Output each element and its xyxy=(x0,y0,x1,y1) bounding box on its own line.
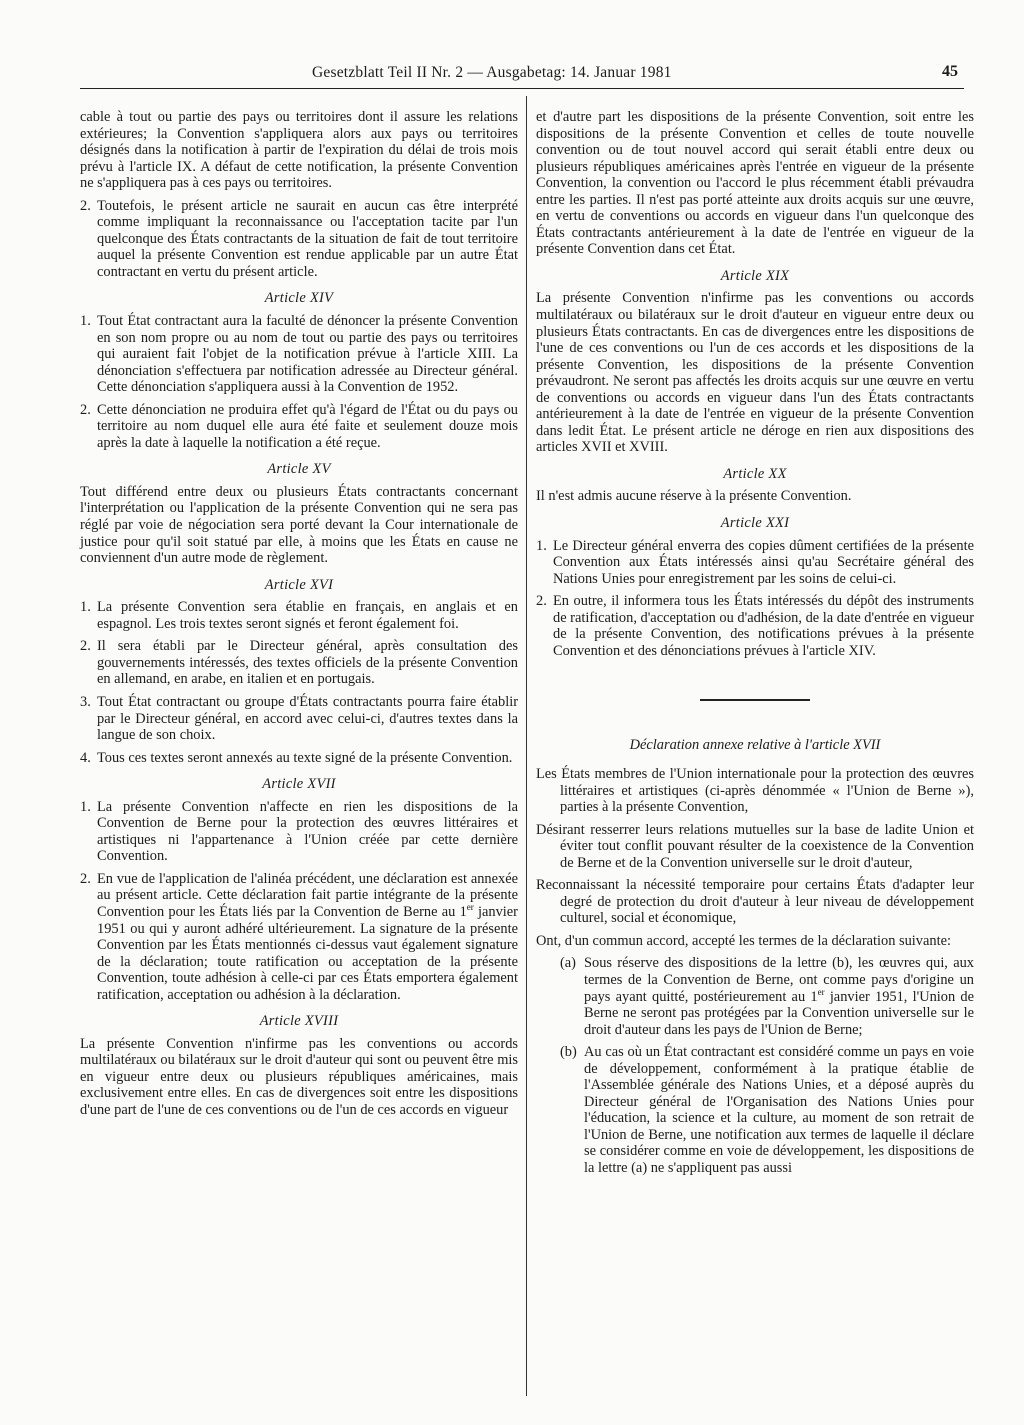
paragraph: et d'autre part les dispositions de la présente Convention, soit entre les dispositions de la présente Convention et celles de toute nouvelle convention ou de tout nouvel accord qui serait établi entre deux ou plusieurs républiques américaines après l'entrée en vigueur de la présente Convention, la convention ou l'accord le plus récemment établi prévaudra entre les parties. Il n'est pas porté atteinte aux droits acquis sur une œuvre, en vertu de conventions ou accords en vigueur dans l'un quelconque des États contractants antérieurement à la date de l'entrée en vigueur de la présente Convention dans cet État. xyxy=(536,109,974,258)
item-text: Tout État contractant ou groupe d'États contractants pourra faire établir par le Directeur général, en accord avec celui-ci, d'autres textes dans la langue de son choix. xyxy=(97,693,518,744)
list-item xyxy=(560,955,974,1038)
item-letter: (a) xyxy=(560,955,576,972)
page-number: 45 xyxy=(942,63,958,80)
list-item xyxy=(536,593,974,659)
superscript: er xyxy=(466,902,474,913)
item-text: Tous ces textes seront annexés au texte signé de la présente Convention. xyxy=(97,749,513,766)
item-text: La présente Convention n'affecte en rien les dispositions de la Convention de Berne pour la protection des œuvres littéraires et artistiques ni l'appartenance à l'Union créée par cette dernière Convention. xyxy=(97,798,518,865)
item-number: 1. xyxy=(536,537,547,554)
item-letter: (b) xyxy=(560,1044,577,1061)
list-item xyxy=(80,599,518,632)
list-item xyxy=(80,198,518,281)
list-item xyxy=(80,799,518,865)
item-number: 2. xyxy=(536,593,547,610)
item-text-part: janvier 1951, l'Union de Berne ne seront pas protégées par la Convention universelle sur le droit d'auteur dans les pays de l'Union de Berne; xyxy=(584,988,975,1038)
item-text: Au cas où un État contractant est considéré comme un pays en voie de développement, conformément à la pratique établie de l'Assemblée générale des Nations Unies, et a déposé auprès du Directeur général de l'Organisation des Nations Unies pour l'éducation, la science et la culture, au moment de son retrait de l'Union de Berne, une notification aux termes de laquelle il déclare se considérer comme en voie de développement, les dispositions de la lettre (a) ne s'appliquent pas aussi xyxy=(584,1044,974,1176)
item-number: 4. xyxy=(80,749,91,766)
right-column xyxy=(536,109,974,1183)
left-column xyxy=(80,109,518,1125)
declaration-items xyxy=(560,955,974,1176)
paragraph: Les États membres de l'Union internationale pour la protection des œuvres littéraires et artistiques (ci-après dénommée « l'Union de Berne »), parties à la présente Convention, xyxy=(536,765,974,816)
superscript: er xyxy=(817,986,825,997)
item-text: Il sera établi par le Directeur général, après consultation des gouvernements intéressés, des textes officiels de la présente Convention en allemand, en arabe, en italien et en portugais. xyxy=(97,638,518,688)
declaration-heading: Déclaration annexe relative à l'article XVII xyxy=(629,737,881,754)
paragraph: Tout différend entre deux ou plusieurs États contractants concernant l'interprétation ou l'application de la présente Convention qui ne sera pas réglé par voie de négociation sera porté devant la Cour internationale de justice pour qu'il soit statué par elle, à moins que les États en cause ne conviennent d'un autre mode de règlement. xyxy=(80,483,518,567)
item-number: 2. xyxy=(80,197,91,214)
item-text: Toutefois, le présent article ne saurait en aucun cas être interprété comme impliquant la reconnaissance ou l'acceptation tacite par l'un quelconque des États contractants de la situation de fait de tout territoire auquel la présente Convention est rendue applicable par un autre État contractant en vertu du présent article. xyxy=(97,197,518,280)
item-number: 2. xyxy=(80,870,91,887)
list-item xyxy=(536,538,974,588)
item-number: 3. xyxy=(80,693,91,710)
paragraph: Désirant resserrer leurs relations mutuelles sur la base de ladite Union et éviter tout conflit pouvant résulter de la coexistence de la Convention de Berne et de la Convention universelle sur le droit d'auteur, xyxy=(536,821,974,871)
item-number: 2. xyxy=(80,401,91,418)
article-heading: Article XX xyxy=(723,465,787,482)
paragraph: Il n'est admis aucune réserve à la présente Convention. xyxy=(536,488,852,505)
list-item xyxy=(80,402,518,452)
article-heading: Article XVII xyxy=(262,776,336,793)
item-number: 1. xyxy=(80,599,91,616)
column-divider xyxy=(526,96,527,1396)
article-heading: Article XV xyxy=(267,461,331,478)
article-heading: Article XVIII xyxy=(259,1013,339,1030)
item-number: 2. xyxy=(80,638,91,655)
list-item xyxy=(80,638,518,688)
section-separator xyxy=(700,699,810,701)
article-heading: Article XVI xyxy=(264,576,334,593)
article-heading: Article XIV xyxy=(264,290,334,307)
item-text: La présente Convention sera établie en français, en anglais et en espagnol. Les trois textes seront signés et feront également foi. xyxy=(97,599,518,632)
header-title: Gesetzblatt Teil II Nr. 2 — Ausgabetag: 14. Januar 1981 xyxy=(312,64,672,81)
item-text xyxy=(97,871,518,1003)
article-heading: Article XIX xyxy=(720,267,790,284)
item-text xyxy=(584,955,974,1037)
list-item xyxy=(80,750,518,767)
paragraph: La présente Convention n'infirme pas les conventions ou accords multilatéraux ou bilatéraux sur le droit d'auteur en vigueur entre deux ou plusieurs États contractants. En cas de divergences entre les dispositions de l'une de ces conventions ou l'un de ces accords et les dispositions de la présente Convention, les dispositions de la présente Convention prévaudront. Ne seront pas affectés les droits acquis sur une œuvre en vertu de conventions ou accords en vigueur dans l'un des États contractants antérieurement à la date de l'entrée en vigueur de la présente Convention dans ledit État. Le présent article ne déroge en rien aux dispositions des articles XVII et XVIII. xyxy=(536,290,974,456)
item-text: En outre, il informera tous les États intéressés du dépôt des instruments de ratification, d'acceptation ou d'adhésion, de la date d'entrée en vigueur de la présente Convention, des notifications prévues à la présente Convention et des dénonciations prévues à l'article XIV. xyxy=(553,593,974,659)
paragraph: La présente Convention n'infirme pas les conventions ou accords multilatéraux ou bilatéraux sur le droit d'auteur qui sont ou peuvent être mis en vigueur entre deux ou plusieurs républiques américaines, mais exclusivement entre elles. En cas de divergences soit entre les dispositions d'une part de l'une de ces conventions ou de l'un de ces accords en vigueur xyxy=(80,1035,518,1118)
item-text-part: janvier 1951 ou qui y auront adhéré ultérieurement. La signature de la présente Convention par les États mentionnés ci-dessus vaut également signature de la déclaration; toute ratification ou acceptation de la présente Convention, toute adhésion à celle-ci par ces États emportera également ratification, acceptation ou adhésion à la déclaration. xyxy=(97,903,518,1003)
item-text-part: En vue de l'application de l'alinéa précédent, une déclaration est annexée au présent article. Cette déclaration fait partie intégrante de la présente Convention pour les États liés par la Convention de Berne au 1 xyxy=(97,870,518,920)
list-item xyxy=(560,1044,974,1176)
item-text-part: Sous réserve des dispositions de la lettre (b), les œuvres qui, aux termes de la Convention de Berne, ont comme pays d'origine un pays ayant quitté, postérieurement au 1 xyxy=(584,955,974,1005)
item-text: Le Directeur général enverra des copies dûment certifiées de la présente Convention aux États intéressés ainsi qu'au Secrétaire général des Nations Unies pour enregistrement par les soins de celui-ci. xyxy=(553,537,974,587)
item-number: 1. xyxy=(80,798,91,815)
item-text: Cette dénonciation ne produira effet qu'à l'égard de l'État ou du pays ou territoire au nom duquel elle aura été faite et seulement douze mois après la date à laquelle la notification a été reçue. xyxy=(97,401,518,451)
page-header xyxy=(80,62,964,89)
paragraph: Ont, d'un commun accord, accepté les termes de la déclaration suivante: xyxy=(536,932,951,949)
paragraph: cable à tout ou partie des pays ou territoires dont il assure les relations extérieures; la Convention s'appliquera alors aux pays ou territoires désignés dans la notification à partir de l'expiration du délai de trois mois prévu à l'article IX. A défaut de cette notification, la présente Convention ne s'appliquera pas à ces pays ou territoires. xyxy=(80,109,518,192)
article-heading: Article XXI xyxy=(720,515,790,532)
item-text: Tout État contractant aura la faculté de dénoncer la présente Convention en son nom propre ou au nom de tout ou partie des pays ou territoires qui auraient fait l'objet de la notification prévue à l'article XIII. La dénonciation s'effectuera par notification adressée au Directeur général. Cette dénonciation s'appliquera aussi à la Convention de 1952. xyxy=(97,313,518,396)
paragraph: Reconnaissant la nécessité temporaire pour certains États d'adapter leur degré de protection du droit d'auteur à leur niveau de développement culturel, social et économique, xyxy=(536,877,974,927)
item-number: 1. xyxy=(80,313,91,330)
list-item xyxy=(80,694,518,744)
list-item xyxy=(80,313,518,396)
list-item xyxy=(80,871,518,1003)
